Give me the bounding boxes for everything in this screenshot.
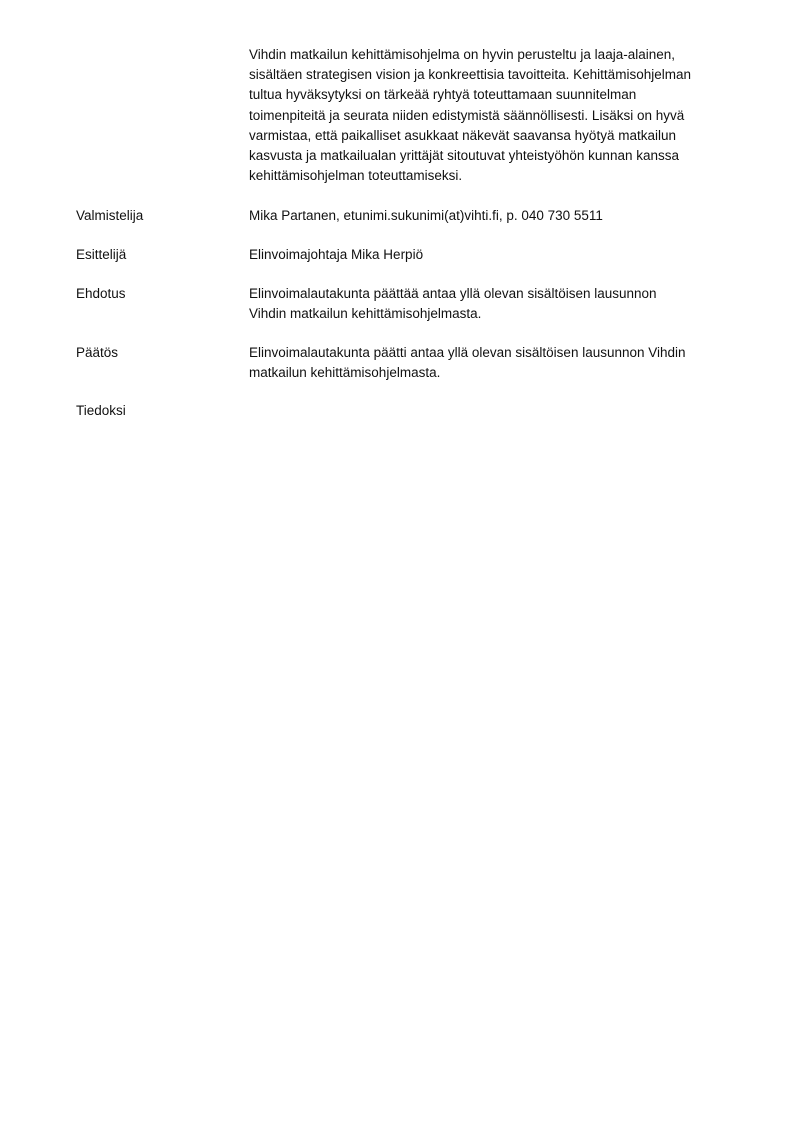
paatos-label: Päätös bbox=[76, 345, 119, 360]
esittelija-label: Esittelijä bbox=[76, 247, 127, 262]
esittelija-value: Elinvoimajohtaja Mika Herpiö bbox=[249, 247, 424, 262]
valmistelija-label: Valmistelija bbox=[76, 208, 144, 223]
valmistelija-value: Mika Partanen, etunimi.sukunimi(at)vihti.fi, p. 040 730 5511 bbox=[249, 208, 603, 223]
ehdotus-value: Elinvoimalautakunta päättää antaa yllä olevan sisältöisen lausunnon Vihdin matkailun kehittämisohjelmasta. bbox=[249, 286, 657, 321]
paatos-value: Elinvoimalautakunta päätti antaa yllä olevan sisältöisen lausunnon Vihdin matkailun kehittämisohjelmasta. bbox=[249, 345, 686, 380]
intro-paragraph: Vihdin matkailun kehittämisohjelma on hyvin perusteltu ja laaja-alainen, sisältäen strategisen vision ja konkreettisia tavoitteita. Kehittämisohjelman tultua hyväksytyksi on tärkeää ryhtyä toteuttamaan suunnitelman toimenpiteitä ja seurata niiden edistymistä säännöllisesti. Lisäksi on hyvä varmistaa, että paikalliset asukkaat näkevät saavansa hyötyä matkailun kasvusta ja matkailualan yrittäjät sitoutuvat yhteistyöhön kunnan kanssa kehittämisohjelman toteuttamiseksi. bbox=[249, 47, 691, 184]
ehdotus-label: Ehdotus bbox=[76, 286, 126, 301]
tiedoksi-label: Tiedoksi bbox=[76, 403, 126, 418]
